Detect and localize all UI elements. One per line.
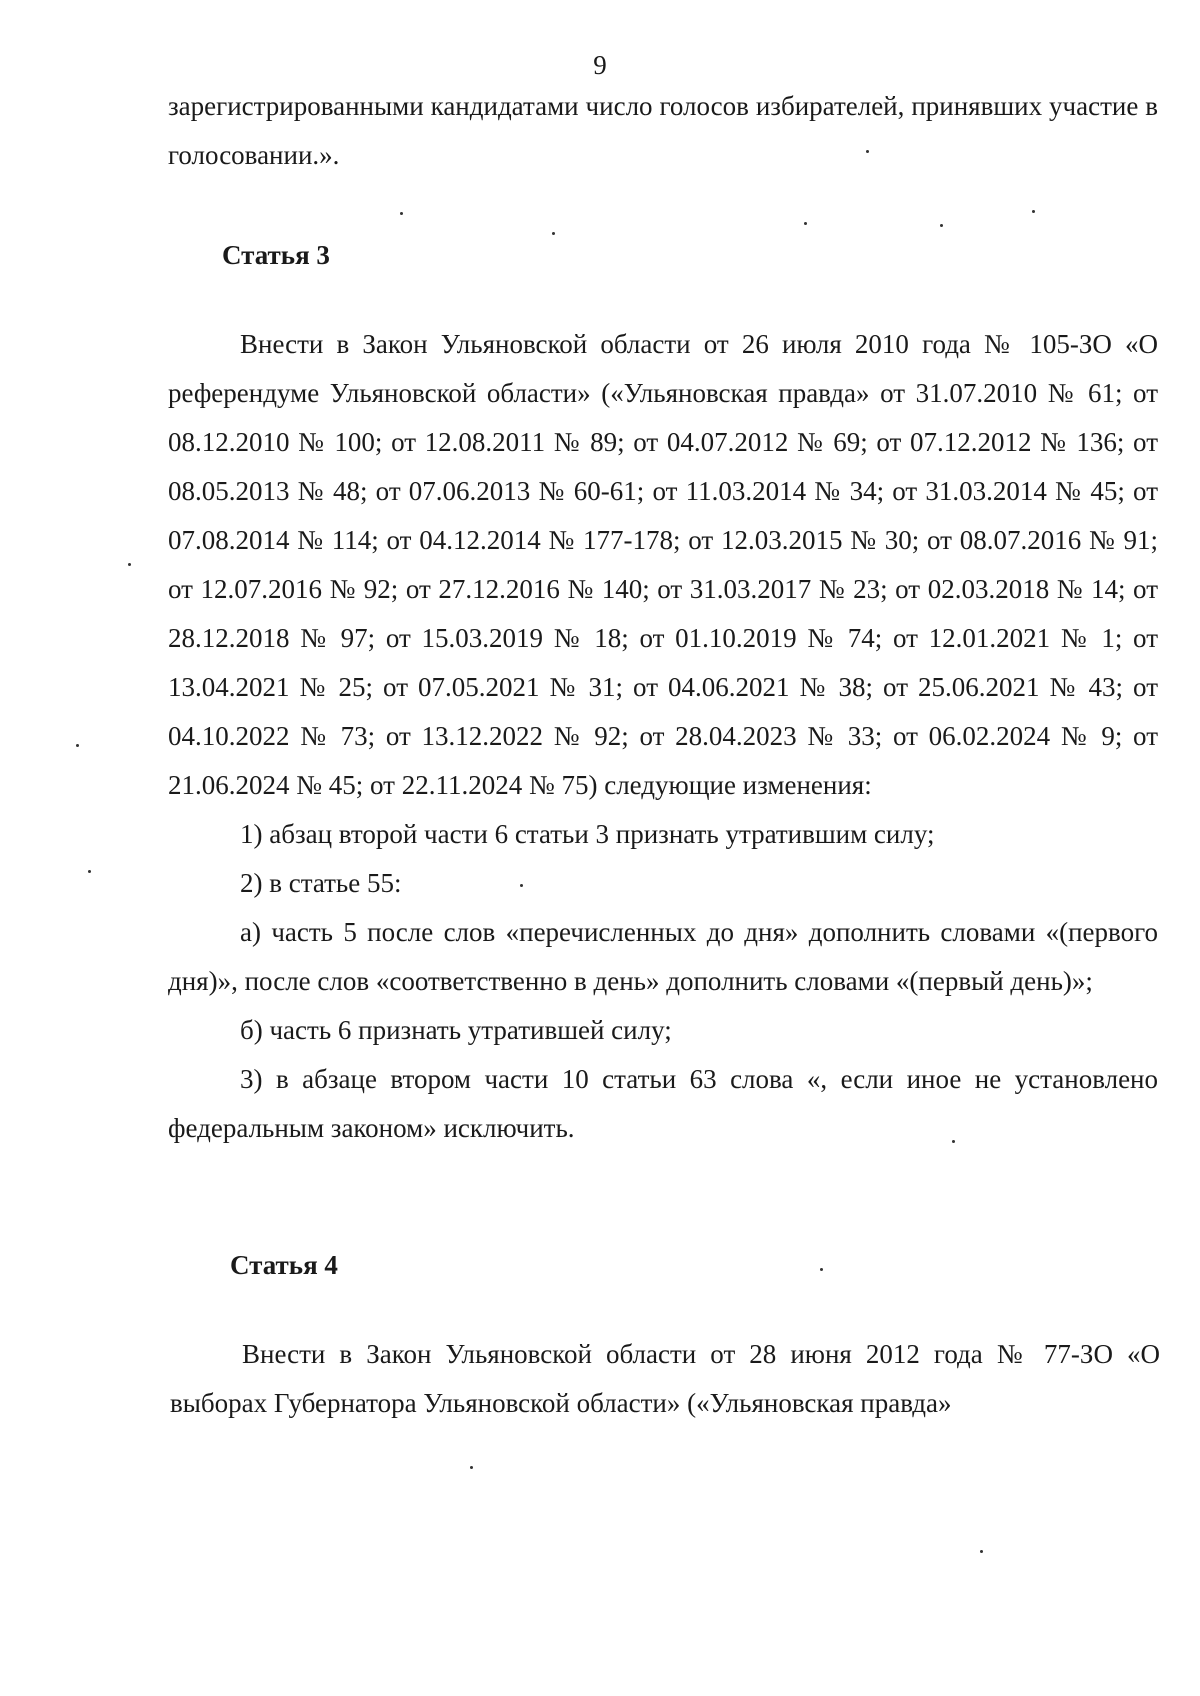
intro-paragraph-block [168, 82, 1158, 180]
scan-speck [980, 1550, 983, 1553]
scan-speck [820, 1268, 823, 1271]
scan-speck [1032, 210, 1035, 213]
article-4-paragraph-1: Внести в Закон Ульяновской области от 28 июня 2012 года № 77-ЗО «О выборах Губернатора Ульяновской области» («Ульяновская правда» [170, 1339, 1160, 1418]
article-4-heading: Статья 4 [230, 1250, 338, 1280]
scan-speck [400, 212, 403, 215]
article-3-item-2b: б) часть 6 признать утратившей силу; [240, 1015, 672, 1045]
article-3-item-3: 3) в абзаце втором части 10 статьи 63 слова «, если иное не установлено федеральным законом» исключить. [168, 1064, 1158, 1143]
intro-paragraph: зарегистрированными кандидатами число голосов избирателей, принявших участие в голосовании.». [168, 91, 1158, 170]
scan-speck [76, 744, 79, 747]
scan-speck [952, 1140, 955, 1143]
page-number: 9 [593, 50, 607, 80]
article-3-body [168, 320, 1158, 1153]
scan-speck [470, 1466, 473, 1469]
article-3-paragraph-1: Внести в Закон Ульяновской области от 26 июля 2010 года № 105-ЗО «О референдуме Ульяновской области» («Ульяновская правда» от 31.07.2010 № 61; от 08.12.2010 № 100; от 12.08.2011 № 89; от 04.07.2012 № 69; от 07.12.2012 № 136; от 08.05.2013 № 48; от 07.06.2013 № 60-61; от 11.03.2014 № 34; от 31.03.2014 № 45; от 07.08.2014 № 114; от 04.12.2014 № 177-178; от 12.03.2015 № 30; от 08.07.2016 № 91; от 12.07.2016 № 92; от 27.12.2016 № 140; от 31.03.2017 № 23; от 02.03.2018 № 14; от 28.12.2018 № 97; от 15.03.2019 № 18; от 01.10.2019 № 74; от 12.01.2021 № 1; от 13.04.2021 № 25; от 07.05.2021 № 31; от 04.06.2021 № 38; от 25.06.2021 № 43; от 04.10.2022 № 73; от 13.12.2022 № 92; от 28.04.2023 № 33; от 06.02.2024 № 9; от 21.06.2024 № 45; от 22.11.2024 № 75) следующие изменения: [168, 329, 1158, 800]
scan-speck [520, 884, 523, 887]
scan-speck [128, 563, 131, 566]
scan-speck [866, 150, 869, 153]
article-4-body [170, 1330, 1160, 1428]
article-3-item-2a: а) часть 5 после слов «перечисленных до дня» дополнить словами «(первого дня)», после слов «соответственно в день» дополнить словами «(первый день)»; [168, 917, 1158, 996]
article-3-item-2: 2) в статье 55: [240, 868, 402, 898]
article-3-heading: Статья 3 [222, 240, 330, 270]
scan-speck [804, 222, 807, 225]
article-3-item-1: 1) абзац второй части 6 статьи 3 признать утратившим силу; [240, 819, 935, 849]
scan-speck [552, 232, 555, 235]
scan-speck [940, 224, 943, 227]
scan-speck [88, 870, 91, 873]
